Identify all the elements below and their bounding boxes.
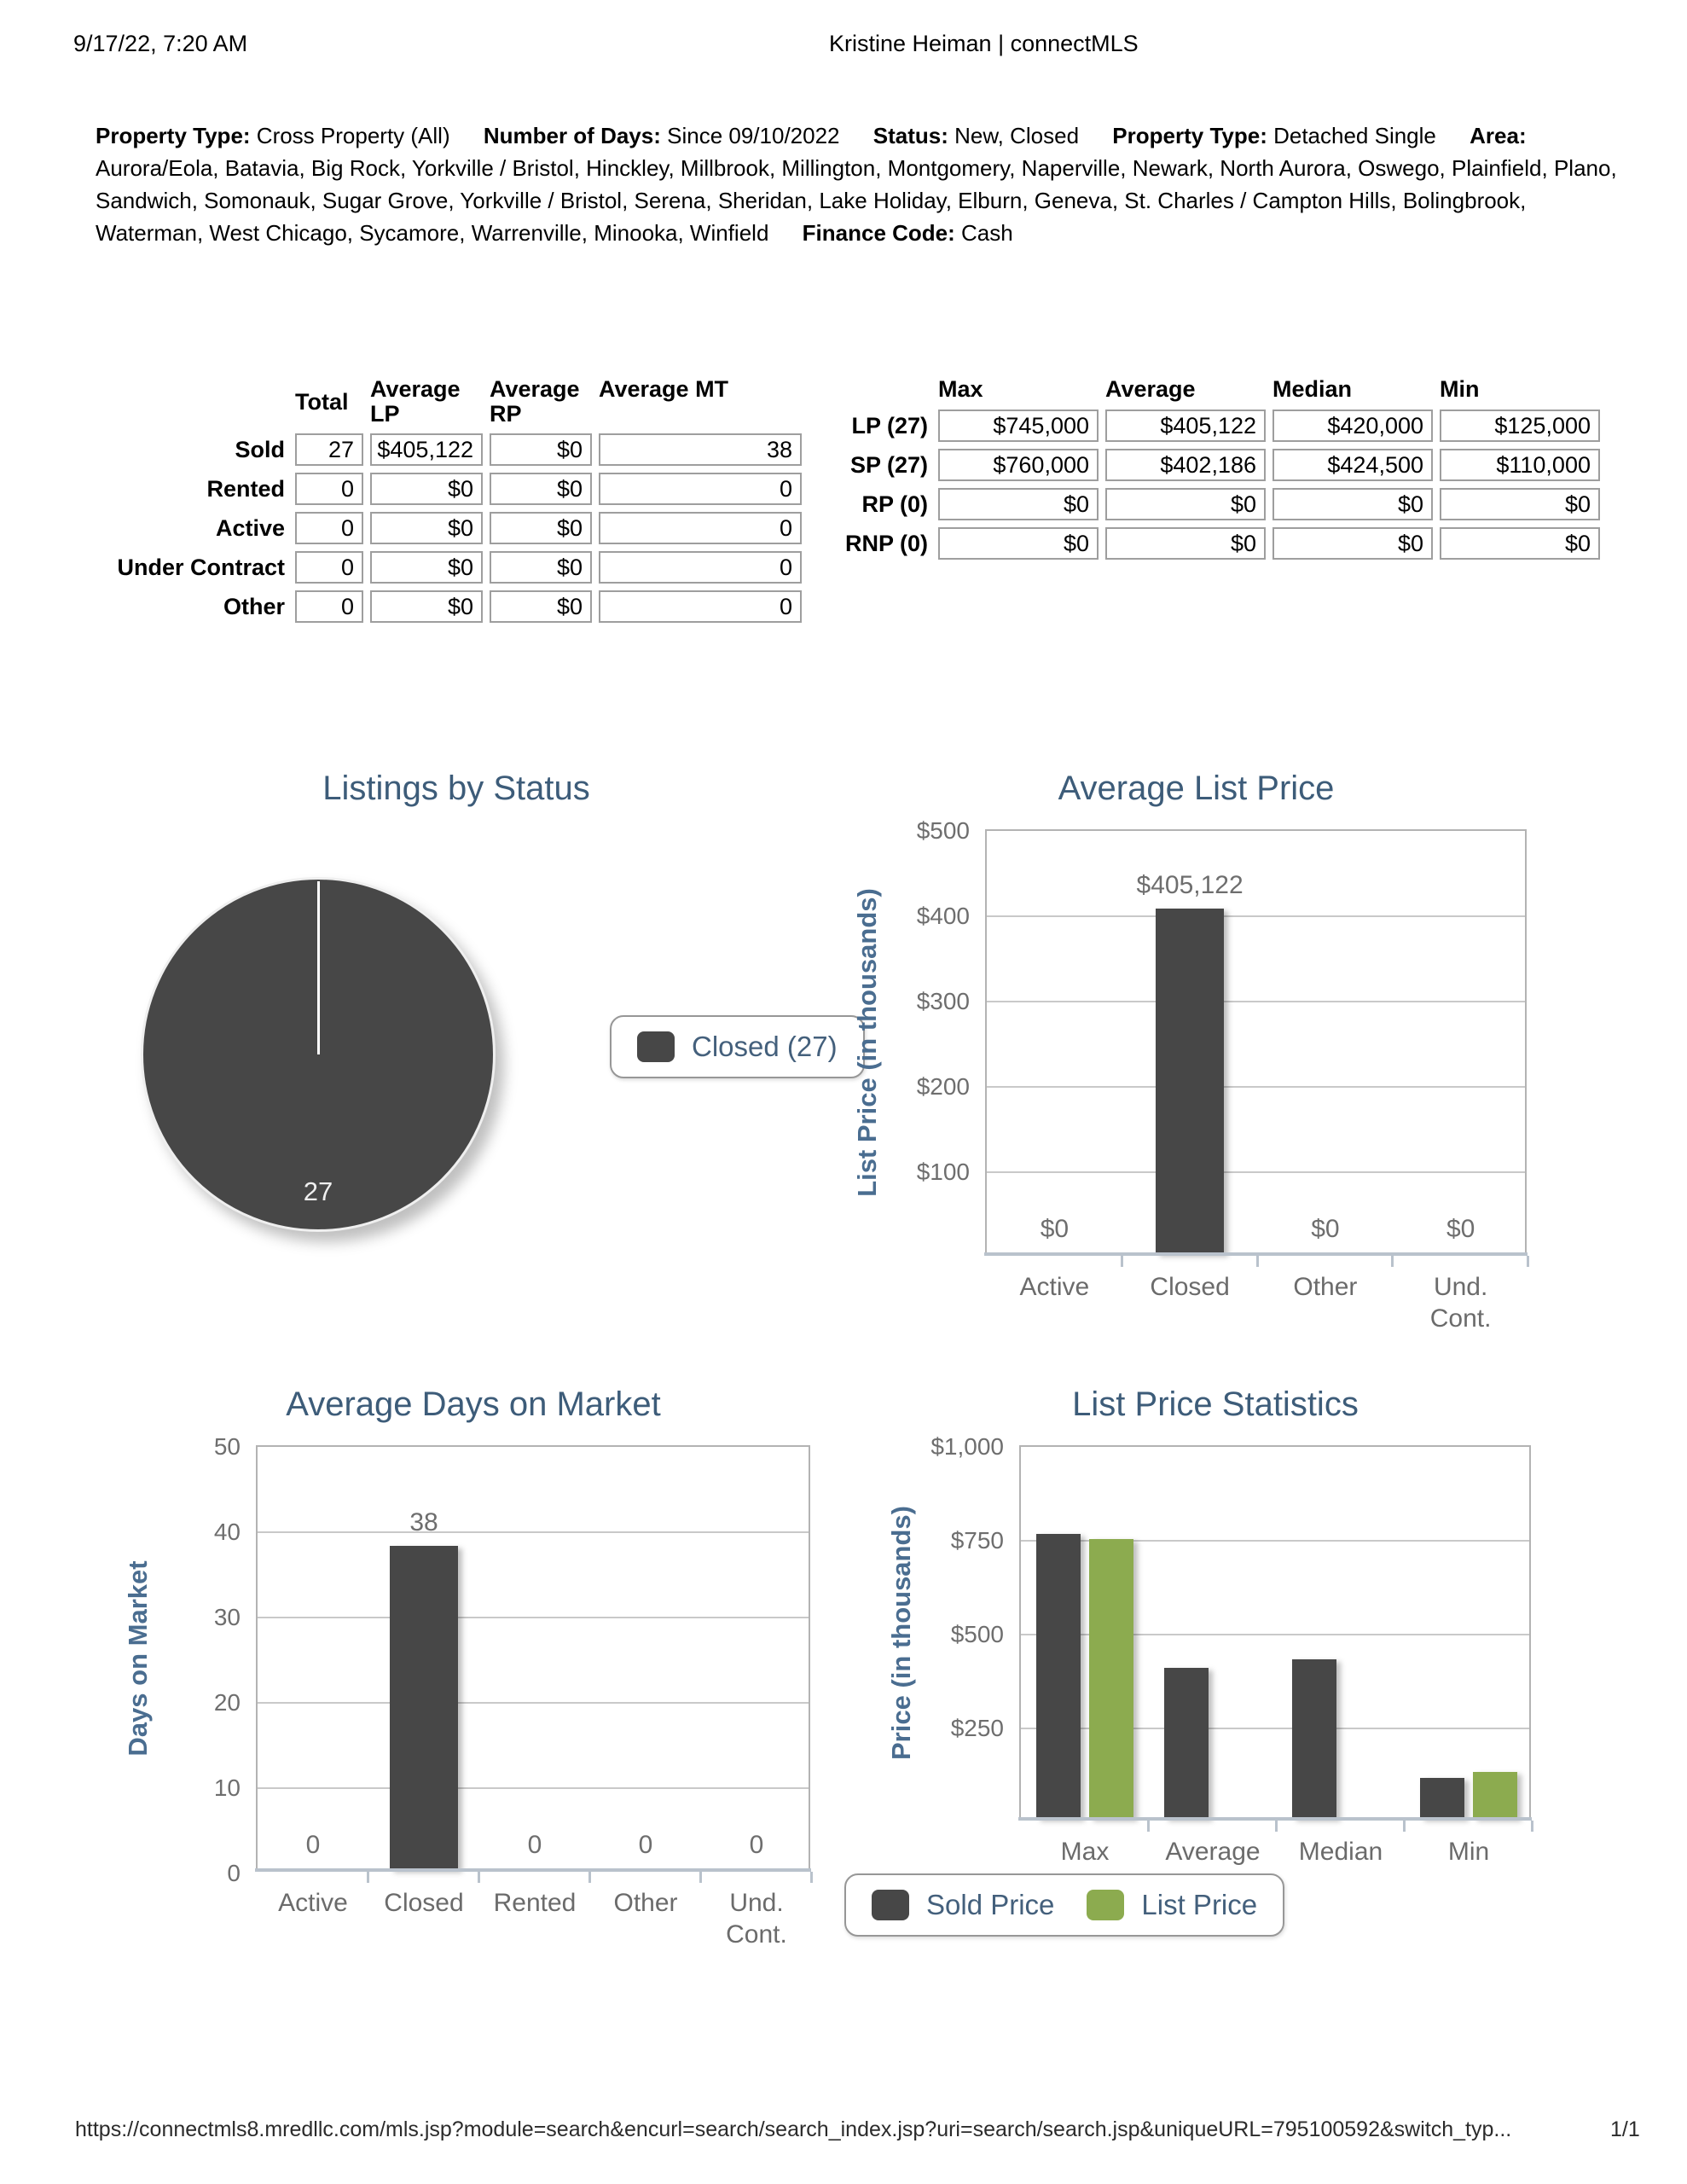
table-cell-input-lp-27-max[interactable]: $745,000	[938, 410, 1099, 442]
bar-value-label-closed: 38	[409, 1508, 438, 1536]
chart-list-price-statistics	[844, 1384, 1612, 1937]
y-tick-label: $750	[950, 1527, 1004, 1554]
category-label-text: Other	[613, 1889, 678, 1917]
table-cell-input-active-total[interactable]: 0	[295, 512, 363, 544]
table-corner	[96, 377, 288, 427]
criteria-label: Status:	[872, 123, 948, 148]
column-header-min: Min	[1440, 376, 1480, 402]
x-axis-tick	[588, 1872, 591, 1883]
criteria-item-property-type	[1112, 123, 1436, 148]
chart-average-days-on-market	[77, 1384, 836, 1949]
column-header-median: Median	[1272, 376, 1353, 402]
table-cell-input-sold-average-lp[interactable]: $405,122	[370, 433, 483, 466]
chart-body	[844, 1433, 1612, 1937]
x-axis-tick	[1121, 1256, 1123, 1267]
criteria-value: Cash	[954, 220, 1013, 246]
table-cell-input-under-contract-average-rp[interactable]: $0	[490, 551, 592, 584]
x-axis-tick	[1527, 1256, 1529, 1267]
bar-value-label-active: $0	[1040, 1215, 1070, 1243]
category-label-text: Max	[1060, 1838, 1110, 1866]
chart-title: List Price Statistics	[1072, 1385, 1359, 1423]
row-label-rnp-0: RNP (0)	[844, 530, 928, 556]
table-cell-input-rp-0-max[interactable]: $0	[938, 488, 1099, 520]
x-axis-tick	[810, 1872, 813, 1883]
table-cell-input-rp-0-average[interactable]: $0	[1105, 488, 1266, 520]
gridline	[258, 1617, 809, 1618]
table-cell-input-rnp-0-min[interactable]: $0	[1440, 527, 1600, 560]
criteria-label: Property Type:	[96, 123, 251, 148]
category-label-und-cont	[701, 1887, 812, 1950]
bar-sold-price-max	[1036, 1534, 1081, 1819]
bar-value-closed	[390, 1546, 458, 1870]
gridline	[258, 1531, 809, 1533]
column-header-max: Max	[938, 376, 983, 402]
table-cell-input-sold-total[interactable]: 27	[295, 433, 363, 466]
chart-listings-by-status	[77, 768, 836, 1358]
category-label-average	[1149, 1836, 1277, 1867]
legend-label: Closed (27)	[692, 1031, 838, 1062]
bar-value-label-other: $0	[1311, 1215, 1340, 1243]
table-cell-input-active-average-mt[interactable]: 0	[599, 512, 802, 544]
chart-title: Average Days on Market	[286, 1385, 661, 1423]
row-label-rented: Rented	[206, 475, 285, 502]
gridline	[258, 1702, 809, 1704]
row-label-sp-27: SP (27)	[849, 451, 928, 478]
category-label-rented	[479, 1887, 590, 1950]
y-tick-label: 40	[213, 1519, 241, 1545]
chart-title: Listings by Status	[322, 770, 590, 807]
table-cell-input-sold-average-rp[interactable]: $0	[490, 433, 592, 466]
category-label-active	[258, 1887, 368, 1950]
category-label-text: Min	[1447, 1838, 1490, 1866]
table-cell-input-sp-27-average[interactable]: $402,186	[1105, 449, 1266, 481]
criteria-label: Property Type:	[1112, 123, 1267, 148]
table-cell-input-lp-27-average[interactable]: $405,122	[1105, 410, 1266, 442]
gridline	[987, 915, 1525, 917]
category-label-text: Und. Cont.	[1429, 1273, 1492, 1333]
y-axis-label: Days on Market	[123, 1560, 153, 1757]
criteria-value: Cross Property (All)	[250, 123, 450, 148]
category-label-closed	[368, 1887, 479, 1950]
chart-body	[77, 1433, 836, 1949]
category-label-text: Rented	[493, 1889, 577, 1917]
table-cell-input-rented-average-rp[interactable]: $0	[490, 473, 592, 505]
table-cell-input-under-contract-total[interactable]: 0	[295, 551, 363, 584]
search-criteria-text	[96, 119, 1622, 249]
criteria-value: Since 09/10/2022	[660, 123, 840, 148]
gridline	[987, 1086, 1525, 1088]
table-cell-input-other-average-lp[interactable]: $0	[370, 590, 483, 623]
y-tick-label: $250	[950, 1715, 1004, 1741]
x-axis-tick	[699, 1872, 702, 1883]
x-axis-labels	[258, 1887, 812, 1950]
footer-page-number: 1/1	[1610, 2117, 1640, 2141]
table-cell-input-rp-0-min[interactable]: $0	[1440, 488, 1600, 520]
bar-value-closed	[1156, 909, 1224, 1254]
chart-body	[844, 817, 1612, 1333]
chart-legend	[610, 1015, 865, 1078]
row-label-under-contract: Under Contract	[117, 554, 285, 580]
bar-list-price-max	[1089, 1539, 1133, 1819]
table-cell-input-rented-average-lp[interactable]: $0	[370, 473, 483, 505]
category-label-median	[1277, 1836, 1405, 1867]
x-axis-tick	[1256, 1256, 1259, 1267]
criteria-item-finance-code	[803, 220, 1013, 246]
table-cell-input-other-total[interactable]: 0	[295, 590, 363, 623]
category-label-min	[1405, 1836, 1533, 1867]
table-cell-input-rnp-0-average[interactable]: $0	[1105, 527, 1266, 560]
criteria-label: Number of Days:	[483, 123, 661, 148]
column-header-average-mt: Average MT	[599, 376, 729, 402]
y-tick-label: $200	[916, 1073, 970, 1100]
criteria-value: Aurora/Eola, Batavia, Big Rock, Yorkville / Bristol, Hinckley, Millbrook, Millington, Montgomery, Naperville, Newark, North Aurora, Oswego, Plainfield, Plano, Sandwich, Somonauk, Sugar Grove, Yorkville / Bristol, Serena, Sheridan, Lake Holiday, Elburn, Geneva, St. Charles / Campton Hills, Bolingbrook, Waterman, West Chicago, Sycamore, Warrenville, Minooka, Winfield	[96, 155, 1617, 246]
table-cell-input-active-average-rp[interactable]: $0	[490, 512, 592, 544]
row-label-sold: Sold	[235, 436, 285, 462]
table-cell-input-rented-total[interactable]: 0	[295, 473, 363, 505]
table-cell-input-lp-27-median[interactable]: $420,000	[1272, 410, 1433, 442]
x-axis-tick	[1147, 1821, 1150, 1832]
category-label-text: Median	[1298, 1838, 1383, 1866]
footer-url: https://connectmls8.mredllc.com/mls.jsp?module=search&encurl=search/search_index.jsp?uri=search/search.jsp&uniqueURL=795100592&switch_typ...	[75, 2117, 1512, 2141]
legend-entry-closed-27	[637, 1031, 838, 1063]
row-label-rp-0: RP (0)	[861, 491, 928, 517]
criteria-value: Detached Single	[1267, 123, 1436, 148]
table-cell-input-rnp-0-max[interactable]: $0	[938, 527, 1099, 560]
bar-list-price-min	[1473, 1772, 1517, 1819]
plot-area	[123, 1433, 810, 1949]
criteria-label: Area:	[1470, 123, 1527, 148]
legend-swatch-dark	[872, 1890, 909, 1920]
x-axis-tick	[367, 1872, 369, 1883]
bar-sold-price-average	[1164, 1668, 1209, 1819]
x-axis-tick	[1391, 1256, 1394, 1267]
legend-entry-list-price	[1087, 1889, 1257, 1921]
category-label-max	[1021, 1836, 1149, 1867]
table-cell-input-under-contract-average-lp[interactable]: $0	[370, 551, 483, 584]
gridline	[987, 1001, 1525, 1002]
x-axis-line	[984, 1252, 1528, 1256]
pie-slice-divider	[317, 881, 320, 1054]
bar-sold-price-min	[1420, 1778, 1464, 1819]
category-label-text: Other	[1293, 1273, 1358, 1301]
row-label-lp-27: LP (27)	[851, 412, 928, 439]
category-label-text: Closed	[1150, 1273, 1230, 1301]
y-tick-label: 50	[213, 1433, 241, 1460]
legend-label: List Price	[1141, 1889, 1258, 1920]
pie-slice-closed	[141, 877, 496, 1232]
table-cell-input-lp-27-min[interactable]: $125,000	[1440, 410, 1600, 442]
pie-area	[77, 829, 836, 1358]
category-label-text: Active	[1019, 1273, 1090, 1301]
legend-label: Sold Price	[926, 1889, 1055, 1920]
plot-area	[852, 817, 1527, 1333]
column-header-total: Total	[295, 388, 349, 415]
y-tick-label: $500	[916, 817, 970, 844]
y-tick-label: 30	[213, 1604, 241, 1630]
y-tick-label: $1,000	[930, 1433, 1004, 1460]
plot-area	[886, 1433, 1531, 1866]
category-label-closed	[1122, 1271, 1258, 1334]
legend-swatch-green	[1087, 1890, 1124, 1920]
chart-body	[77, 829, 836, 1358]
criteria-label: Finance Code:	[802, 220, 955, 246]
table-cell-input-active-average-lp[interactable]: $0	[370, 512, 483, 544]
y-tick-label: 20	[213, 1689, 241, 1716]
x-axis-line	[1018, 1817, 1532, 1821]
x-axis-labels	[987, 1271, 1528, 1334]
x-axis-tick	[1531, 1821, 1533, 1832]
print-header-datetime: 9/17/22, 7:20 AM	[73, 31, 248, 56]
chart-legend	[844, 1873, 1284, 1937]
table-cell-input-sold-average-mt[interactable]: 38	[599, 433, 802, 466]
chart-title: Average List Price	[1058, 770, 1335, 807]
table-cell-input-sp-27-min[interactable]: $110,000	[1440, 449, 1600, 481]
bar-value-label-rented: 0	[527, 1831, 542, 1859]
pie-slice-value-label: 27	[303, 1176, 333, 1206]
y-tick-label: $400	[916, 903, 970, 929]
category-label-other	[1258, 1271, 1394, 1334]
legend-entry-sold-price	[872, 1889, 1054, 1921]
chart-average-list-price	[844, 768, 1612, 1333]
y-tick-label: $500	[950, 1621, 1004, 1647]
y-tick-label: 10	[213, 1774, 241, 1801]
column-header-average: Average	[1105, 376, 1196, 402]
y-tick-label: $100	[916, 1159, 970, 1185]
category-label-text: Active	[278, 1889, 348, 1917]
bar-value-label-closed: $405,122	[1136, 870, 1244, 899]
gridline	[258, 1787, 809, 1789]
print-header-title: Kristine Heiman | connectMLS	[829, 31, 1139, 56]
criteria-value: New, Closed	[948, 123, 1080, 148]
x-axis-line	[255, 1868, 811, 1872]
bar-value-label-und-cont: 0	[749, 1831, 764, 1859]
table-cell-input-rp-0-median[interactable]: $0	[1272, 488, 1433, 520]
column-header-average-lp: Average LP	[370, 376, 461, 427]
category-label-text: Closed	[384, 1889, 464, 1917]
table-cell-input-other-average-mt[interactable]: 0	[599, 590, 802, 623]
category-label-active	[987, 1271, 1122, 1334]
table-cell-input-sp-27-median[interactable]: $424,500	[1272, 449, 1433, 481]
table-cell-input-other-average-rp[interactable]: $0	[490, 590, 592, 623]
table-cell-input-rnp-0-median[interactable]: $0	[1272, 527, 1433, 560]
legend-swatch-dark	[637, 1031, 675, 1062]
status-summary-table	[96, 377, 802, 623]
category-label-und-cont	[1393, 1271, 1528, 1334]
criteria-item-number-of-days	[484, 123, 840, 148]
y-axis-label: List Price (in thousands)	[852, 888, 882, 1197]
column-header-average-rp: Average RP	[490, 376, 580, 427]
x-axis-labels	[1021, 1836, 1533, 1867]
category-label-text: Average	[1165, 1838, 1261, 1866]
category-label-other	[590, 1887, 701, 1950]
category-label-text: Und. Cont.	[726, 1889, 787, 1949]
row-label-active: Active	[215, 514, 285, 541]
row-label-other: Other	[223, 593, 285, 619]
table-corner	[827, 377, 931, 403]
table-cell-input-rented-average-mt[interactable]: 0	[599, 473, 802, 505]
table-cell-input-under-contract-average-mt[interactable]: 0	[599, 551, 802, 584]
bar-value-label-active: 0	[305, 1831, 321, 1859]
bar-value-label-other: 0	[638, 1831, 653, 1859]
y-tick-label: 0	[227, 1860, 241, 1886]
price-statistics-table	[827, 377, 1600, 560]
table-cell-input-sp-27-max[interactable]: $760,000	[938, 449, 1099, 481]
x-axis-tick	[478, 1872, 480, 1883]
bar-sold-price-median	[1292, 1659, 1336, 1819]
criteria-item-property-type	[96, 123, 450, 148]
bar-value-label-und-cont: $0	[1446, 1215, 1475, 1243]
x-axis-tick	[1275, 1821, 1278, 1832]
y-axis-label: Price (in thousands)	[886, 1506, 916, 1760]
x-axis-tick	[1403, 1821, 1406, 1832]
y-tick-label: $300	[916, 988, 970, 1014]
criteria-item-status	[873, 123, 1079, 148]
gridline	[987, 1171, 1525, 1173]
